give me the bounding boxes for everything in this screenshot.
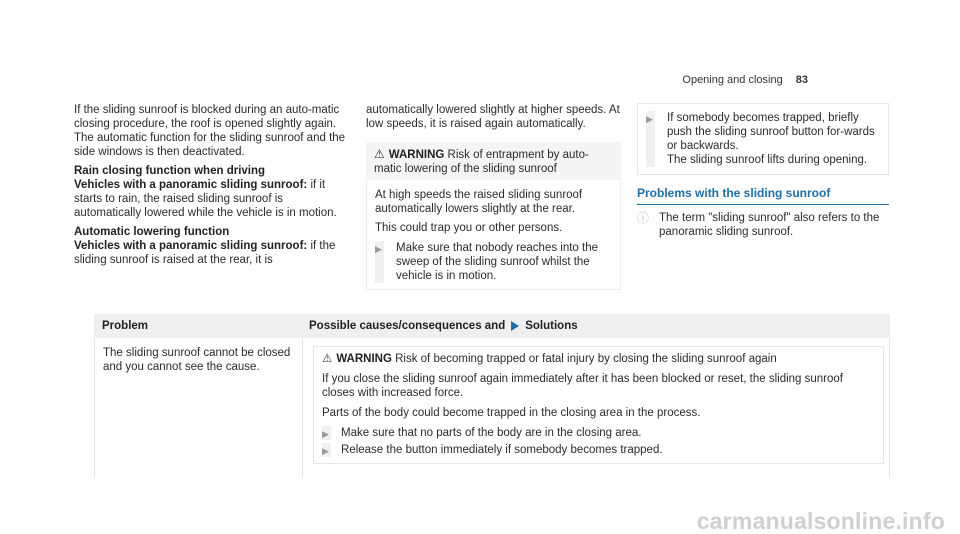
warning-header: ⚠ WARNING Risk of becoming trapped or fatal injury by closing the sliding sunroof again — [322, 353, 777, 365]
instruction-step: If somebody becomes trapped, briefly push the sliding sunroof button for-wards or backwards. — [667, 112, 875, 152]
paragraph: Parts of the body could become trapped in the closing area in the process. — [322, 407, 701, 419]
play-arrow-icon: ▶ — [646, 114, 653, 124]
section-heading: Problems with the sliding sunroof — [637, 186, 889, 205]
instruction-step: ▶ Make sure that no parts of the body are in the closing area. — [322, 427, 642, 439]
play-arrow-icon: ▶ — [322, 429, 329, 439]
instruction-step: ▶ Make sure that nobody reaches into the sweep of the sliding sunroof whilst the vehicle is in motion. — [375, 242, 599, 282]
instruction-result: The sliding sunroof lifts during opening. — [667, 154, 868, 166]
watermark: carmanualsonline.info — [696, 508, 945, 534]
warning-triangle-icon: ⚠ — [322, 353, 333, 365]
column-1 — [74, 103, 349, 272]
column-3 — [637, 103, 889, 175]
paragraph: Vehicles with a panoramic sliding sunroof: if it starts to rain, the raised sliding sunroof is automatically lowered while the vehicle is in motion. — [74, 179, 337, 219]
page-header — [682, 73, 808, 87]
subheading: Automatic lowering function — [74, 226, 230, 238]
problems-table — [94, 314, 890, 478]
column-header-problem: Problem — [102, 320, 149, 332]
column-header-causes: Possible causes/consequences and Solutions — [309, 320, 578, 332]
play-arrow-icon: ▶ — [322, 446, 329, 456]
table-row — [94, 338, 890, 478]
info-icon: ⓘ — [637, 211, 650, 225]
paragraph: If the sliding sunroof is blocked during an auto-matic closing procedure, the roof is opened slightly again. The automatic function for the sliding sunroof and the side windows is then deactivated. — [74, 104, 346, 158]
paragraph: If you close the sliding sunroof again immediately after it has been blocked or reset, the sliding sunroof closes with increased force. — [322, 373, 843, 399]
table-header — [94, 314, 890, 338]
subheading: Rain closing function when driving — [74, 165, 266, 177]
page-number: 83 — [795, 74, 808, 86]
warning-triangle-icon: ⚠ — [374, 147, 385, 161]
paragraph: automatically lowered slightly at higher speeds. At low speeds, it is raised again automatically. — [366, 104, 620, 130]
paragraph: This could trap you or other persons. — [375, 222, 563, 234]
note: ⓘ The term "sliding sunroof" also refers to the panoramic sliding sunroof. — [637, 211, 880, 238]
section-title: Opening and closing — [682, 74, 783, 86]
paragraph: At high speeds the raised sliding sunroof automatically lowers slightly at the rear. — [375, 189, 583, 215]
play-arrow-icon: ▶ — [375, 244, 382, 254]
paragraph: Vehicles with a panoramic sliding sunroof: if the sliding sunroof is raised at the rear, it is — [74, 240, 336, 266]
causes-cell — [303, 338, 890, 478]
column-2 — [366, 103, 621, 290]
warning-body — [366, 181, 621, 290]
warning-header: ⚠ WARNING Risk of entrapment by auto-matic lowering of the sliding sunroof — [366, 142, 621, 180]
warning-box — [313, 346, 884, 464]
instruction-box — [637, 103, 889, 175]
problem-cell: The sliding sunroof cannot be closed and you cannot see the cause. — [94, 338, 303, 478]
play-arrow-icon — [511, 321, 519, 331]
instruction-step: ▶ Release the button immediately if somebody becomes trapped. — [322, 444, 663, 456]
